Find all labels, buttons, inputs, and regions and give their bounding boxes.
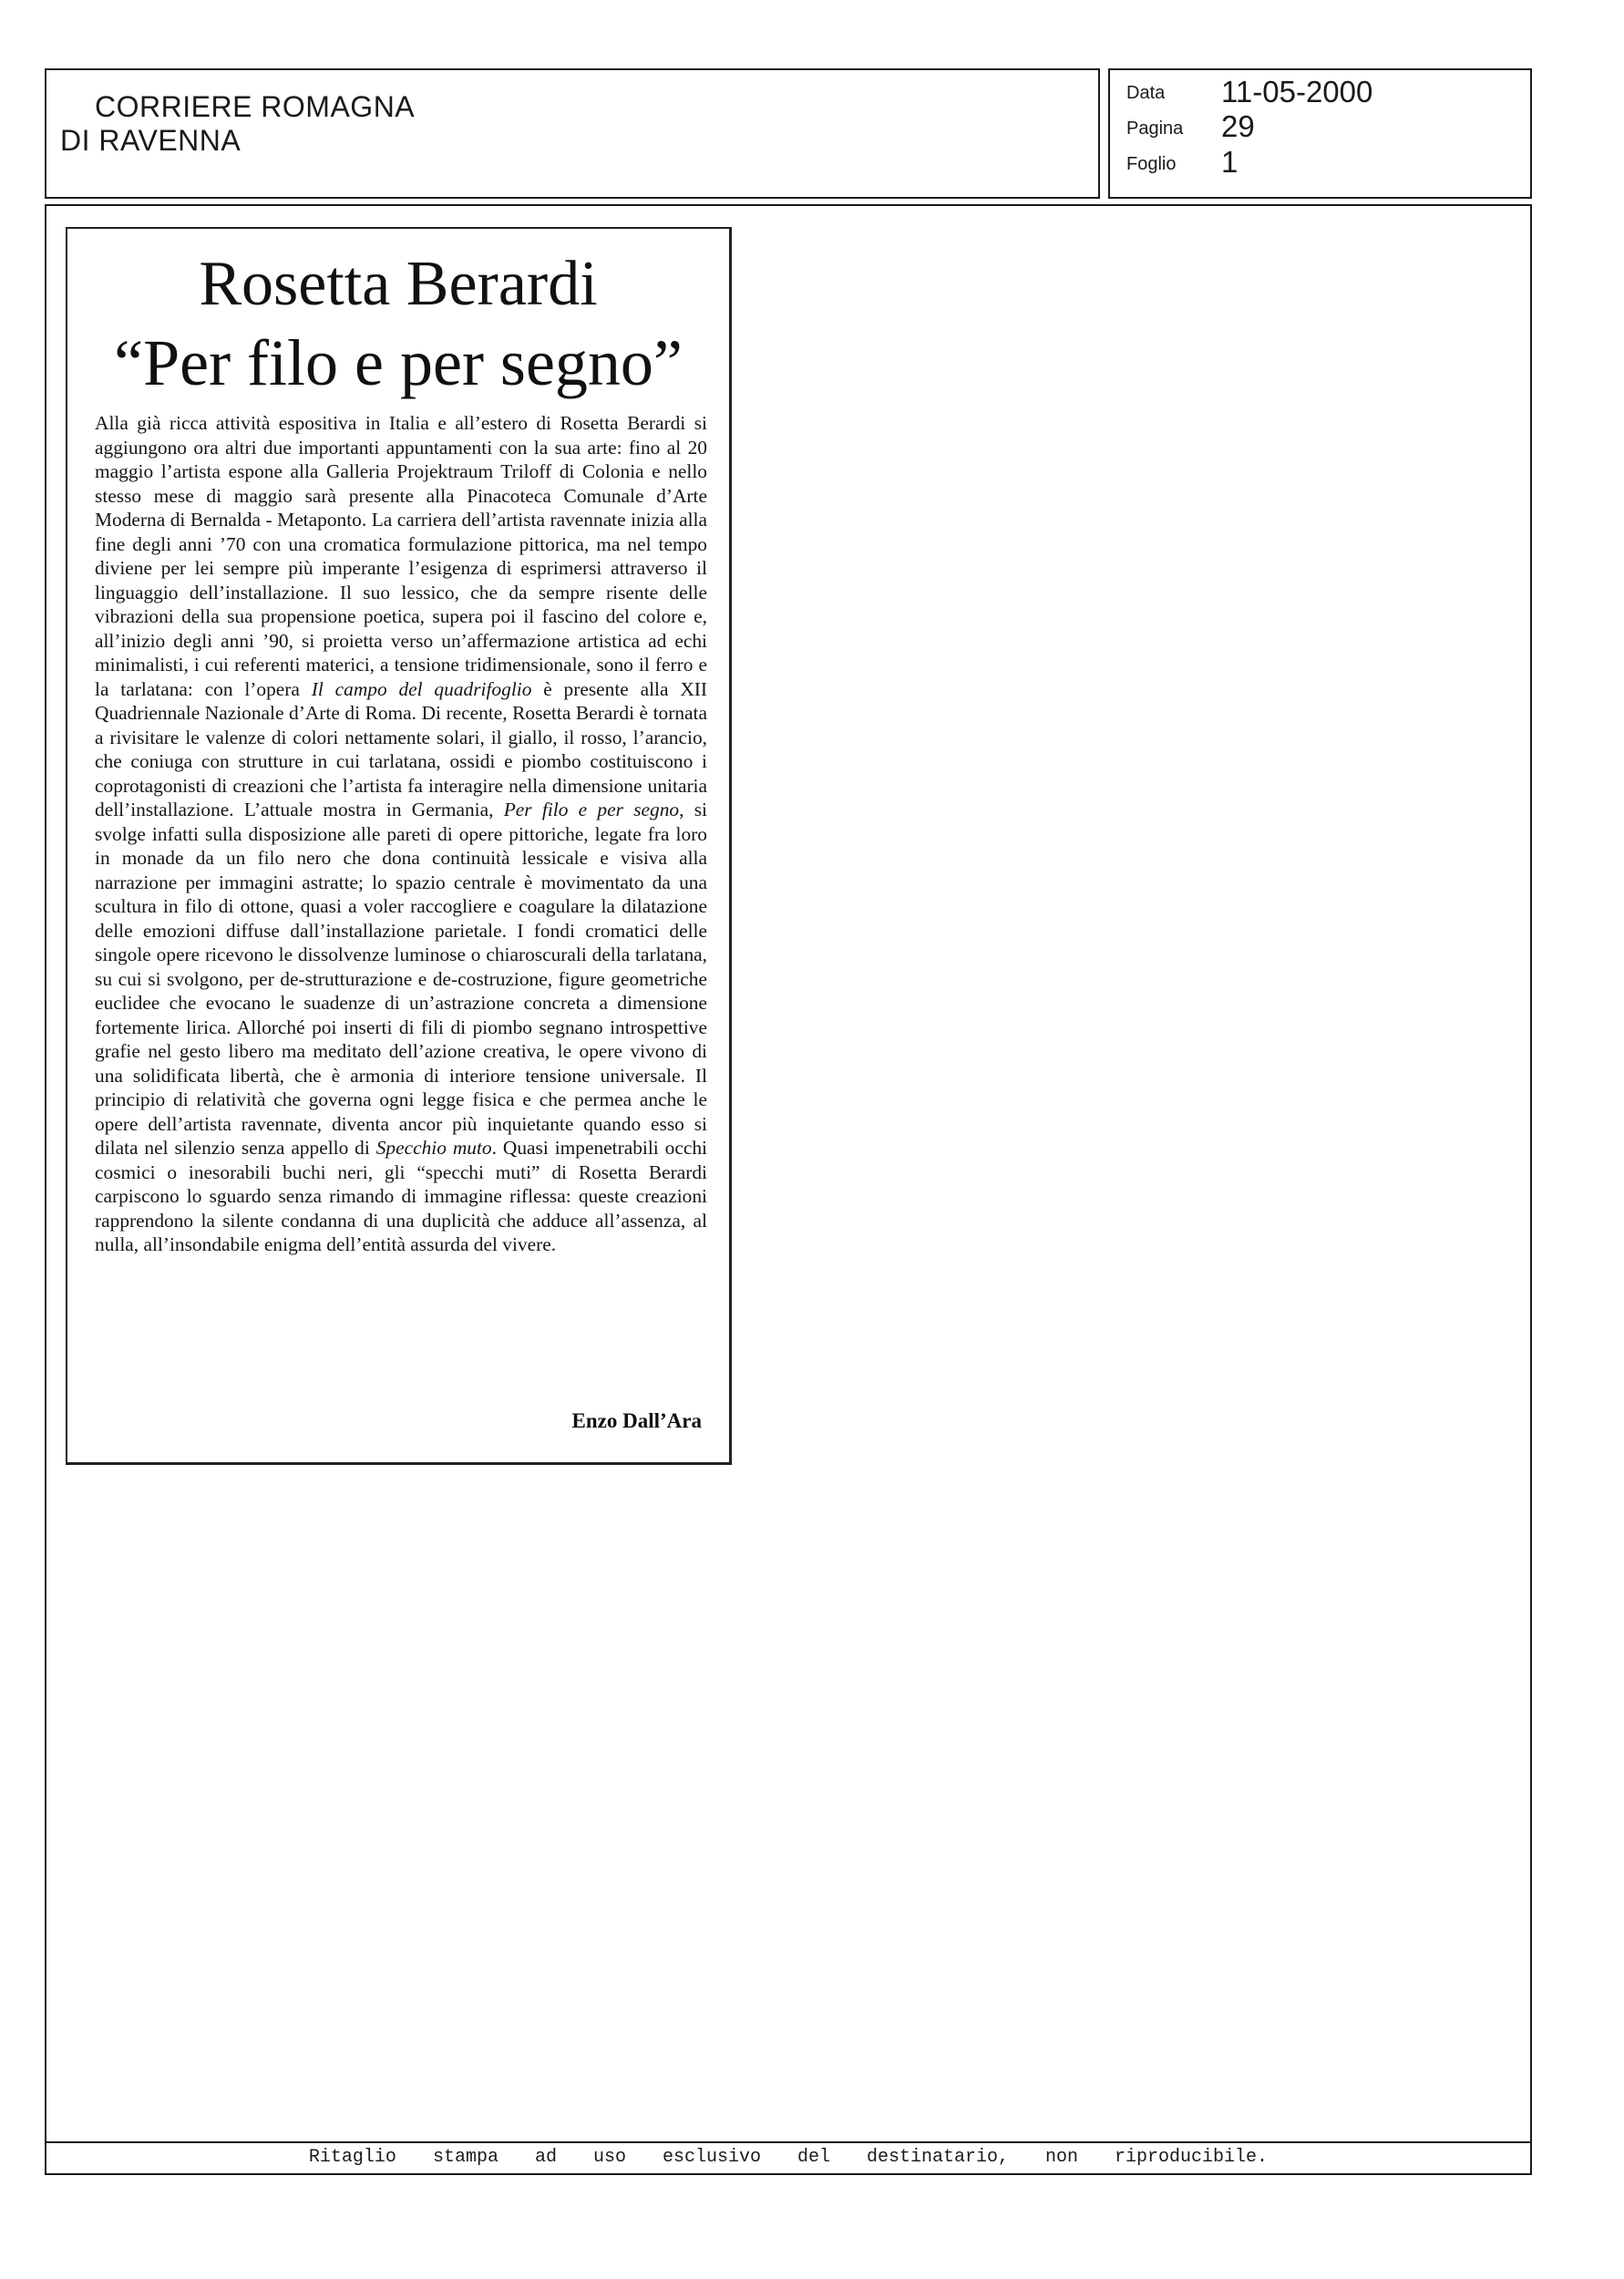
- sheet-label: Foglio: [1126, 154, 1177, 174]
- work-title-campo-quadrifoglio: Il campo del quadrifoglio: [311, 677, 532, 700]
- sheet-value: 1: [1221, 145, 1239, 179]
- work-title-per-filo-per-segno: Per filo e per segno: [503, 799, 680, 820]
- article-body-part1: Alla già ricca attività espositiva in Italia e all’estero di Rosetta Berardi si aggiungono ora altri due importanti appuntamenti con la sua arte: fino al 20 maggio l’artista espone alla Galleria Projektraum Triloff di Colonia e nello stesso mese di maggio sarà presente alla Pinacoteca Comunale d’Arte Moderna di Bernalda - Metaponto. La carriera dell’artista ravennate inizia alla fine degli anni ’70 con una cromatica formulazione pittorica, ma nel tempo diviene per lei sempre più imperante l’esigenza di esprimersi attraverso il linguaggio dell’installazione. Il suo lessico, che da sempre risente delle vibrazioni della sua propensione poetica, supera poi il fascino del colore e, all’inizio degli anni ’90, si proietta verso un’affermazione artistica ad echi minimalisti, i cui referenti materici, a tensione tridimensionale, sono il ferro e la tarlatana: con l’opera: [95, 412, 707, 700]
- article-body: [95, 411, 707, 1257]
- page-value: 29: [1221, 109, 1255, 143]
- article-body-part4: . Quasi impenetrabili occhi cosmici o inesorabili buchi neri, gli “specchi muti” di Rosetta Berardi carpiscono lo sguardo senza rimando di immagine riflessa: queste creazioni rapprendono la silente condanna di una duplicità che adduce all’assenza, al nulla, all’insondabile enigma dell’entità assurda del vivere.: [95, 1137, 707, 1255]
- publication-name-line2: DI RAVENNA: [60, 124, 242, 157]
- date-value: 11-05-2000: [1221, 75, 1373, 108]
- article-headline-name: Rosetta Berardi: [199, 249, 598, 319]
- work-title-specchio-muto: Specchio muto: [375, 1137, 492, 1159]
- date-label: Data: [1126, 83, 1166, 103]
- footer-divider: [45, 2141, 1532, 2143]
- article-headline-title: “Per filo e per segno”: [114, 326, 683, 399]
- article-body-part2: è presente alla XII Quadriennale Nazionale d’Arte di Roma. Di recente, Rosetta Berardi è tornata a rivisitare le valenze di colori nettamente solari, il giallo, il rosso, l’arancio, che coniuga con strutture in cui tarlatana, ossidi e piombo costituiscono i coprotagonisti di creazioni che l’artista fa interagire nella dimensione unitaria dell’installazione. L’attuale mostra in Germania,: [95, 677, 708, 820]
- footer-disclaimer: Ritaglio stampa ad uso esclusivo del destinatario, non riproducibile.: [308, 2147, 1269, 2168]
- page-label: Pagina: [1126, 119, 1184, 139]
- article-clipping: [66, 227, 732, 1465]
- publication-name-line1: CORRIERE ROMAGNA: [95, 90, 416, 123]
- article-byline: Enzo Dall’Ara: [571, 1409, 702, 1432]
- article-body-part3: , si svolge infatti sulla disposizione alle pareti di opere pittoriche, legate fra loro in monade da un filo nero che dona continuità lessicale e visiva alla narrazione per immagini astratte; lo spazio centrale è movimentato da una scultura in filo di ottone, quasi a voler raccogliere e coagulare la dilatazione delle emozioni diffuse dall’installazione parietale. I fondi cromatici delle singole opere ricevono le dissolvenze luminose o chiaroscurali della tarlatana, su cui si svolgono, per de-strutturazione e de-costruzione, figure geometriche euclidee che evocano le suadenze di un’astrazione concreta a dimensione fortemente lirica. Allorché poi inserti di fili di piombo segnano introspettive grafie nel gesto libero ma meditato dell’azione creativa, le opere vivono di una solidificata libertà, che è armonia di interiore tensione universale. Il principio di relatività che governa ogni legge fisica e che permea anche le opere dell’artista ravennate, diventa ancor più inquietante quando esso si dilata nel silenzio senza appello di: [95, 799, 707, 1159]
